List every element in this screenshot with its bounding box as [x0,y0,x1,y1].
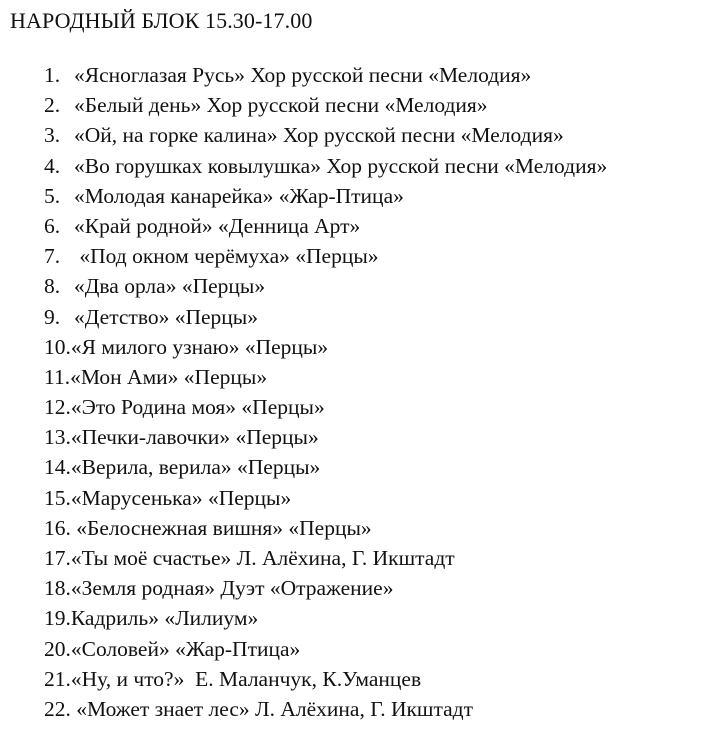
item-number: 16. [44,515,71,540]
list-item [44,211,607,241]
item-text: «Печки-лавочки» «Перцы» [70,425,319,450]
item-text: «Белый день» Хор русской песни «Мелодия» [74,93,488,118]
item-text: Кадриль» «Лилиум» [70,606,259,631]
item-text: «Белоснежная вишня» «Перцы» [70,515,372,540]
item-text: «Марусенька» «Перцы» [70,485,292,510]
item-text: «Ну, и что?» Е. Маланчук, К.Уманцев [70,666,422,691]
list-item [44,241,607,271]
list-item [44,151,607,181]
list-item [44,483,607,513]
item-number: 4. [44,153,61,178]
item-number: 6. [44,213,61,238]
list-item [44,543,607,573]
item-number: 7. [44,244,61,269]
item-text: «Ты моё счастье» Л. Алёхина, Г. Икштадт [70,546,455,570]
item-number: 20. [44,636,71,661]
list-item [44,302,607,332]
item-text: «Под окном черёмуха» «Перцы» [74,244,379,269]
list-item [44,664,607,694]
list-item [44,694,607,724]
item-text: «Два орла» «Перцы» [74,274,266,299]
list-item [44,362,607,392]
item-number: 15. [44,485,71,510]
list-item [44,573,607,603]
list-item [44,90,607,120]
item-number: 9. [44,304,61,329]
item-number: 2. [44,93,61,118]
list-item [44,603,607,633]
item-text: «Верила, верила» «Перцы» [70,455,321,480]
item-text: «Во горушках ковылушка» Хор русской песни «Мелодия» [74,153,608,178]
list-item [44,60,607,90]
item-number: 19. [44,606,71,631]
item-number: 17. [44,546,71,570]
list-item [44,452,607,482]
item-text: «Детство» «Перцы» [74,304,258,329]
page-title: НАРОДНЫЙ БЛОК 15.30-17.00 [10,8,313,33]
item-text: «Ясноглазая Русь» Хор русской песни «Мелодия» [74,63,532,87]
item-text: «Соловей» «Жар-Птица» [70,636,301,661]
list-item [44,120,607,150]
item-number: 5. [44,183,61,208]
item-text: «Это Родина моя» «Перцы» [70,395,325,420]
list-item [44,513,607,543]
item-number: 3. [44,123,61,148]
item-number: 22. [44,696,71,721]
program-list [44,60,607,724]
list-item [44,181,607,211]
item-number: 1. [44,63,61,87]
item-number: 8. [44,274,61,299]
item-text: «Мон Ами» «Перцы» [70,364,268,389]
item-number: 18. [44,576,71,601]
item-number: 21. [44,666,71,691]
list-item [44,392,607,422]
item-text: «Я милого узнаю» «Перцы» [70,334,329,359]
list-item [44,332,607,362]
item-number: 10. [44,334,71,359]
item-text: «Может знает лес» Л. Алёхина, Г. Икштадт [70,696,474,721]
item-number: 13. [44,425,71,450]
item-number: 11. [44,364,71,389]
list-item [44,271,607,301]
item-text: «Земля родная» Дуэт «Отражение» [70,576,394,601]
item-text: «Ой, на горке калина» Хор русской песни «Мелодия» [74,123,564,148]
item-text: «Молодая канарейка» «Жар-Птица» [74,183,404,208]
item-number: 14. [44,455,71,480]
item-text: «Край родной» «Денница Арт» [74,213,361,238]
list-item [44,422,607,452]
list-item [44,634,607,664]
item-number: 12. [44,395,71,420]
